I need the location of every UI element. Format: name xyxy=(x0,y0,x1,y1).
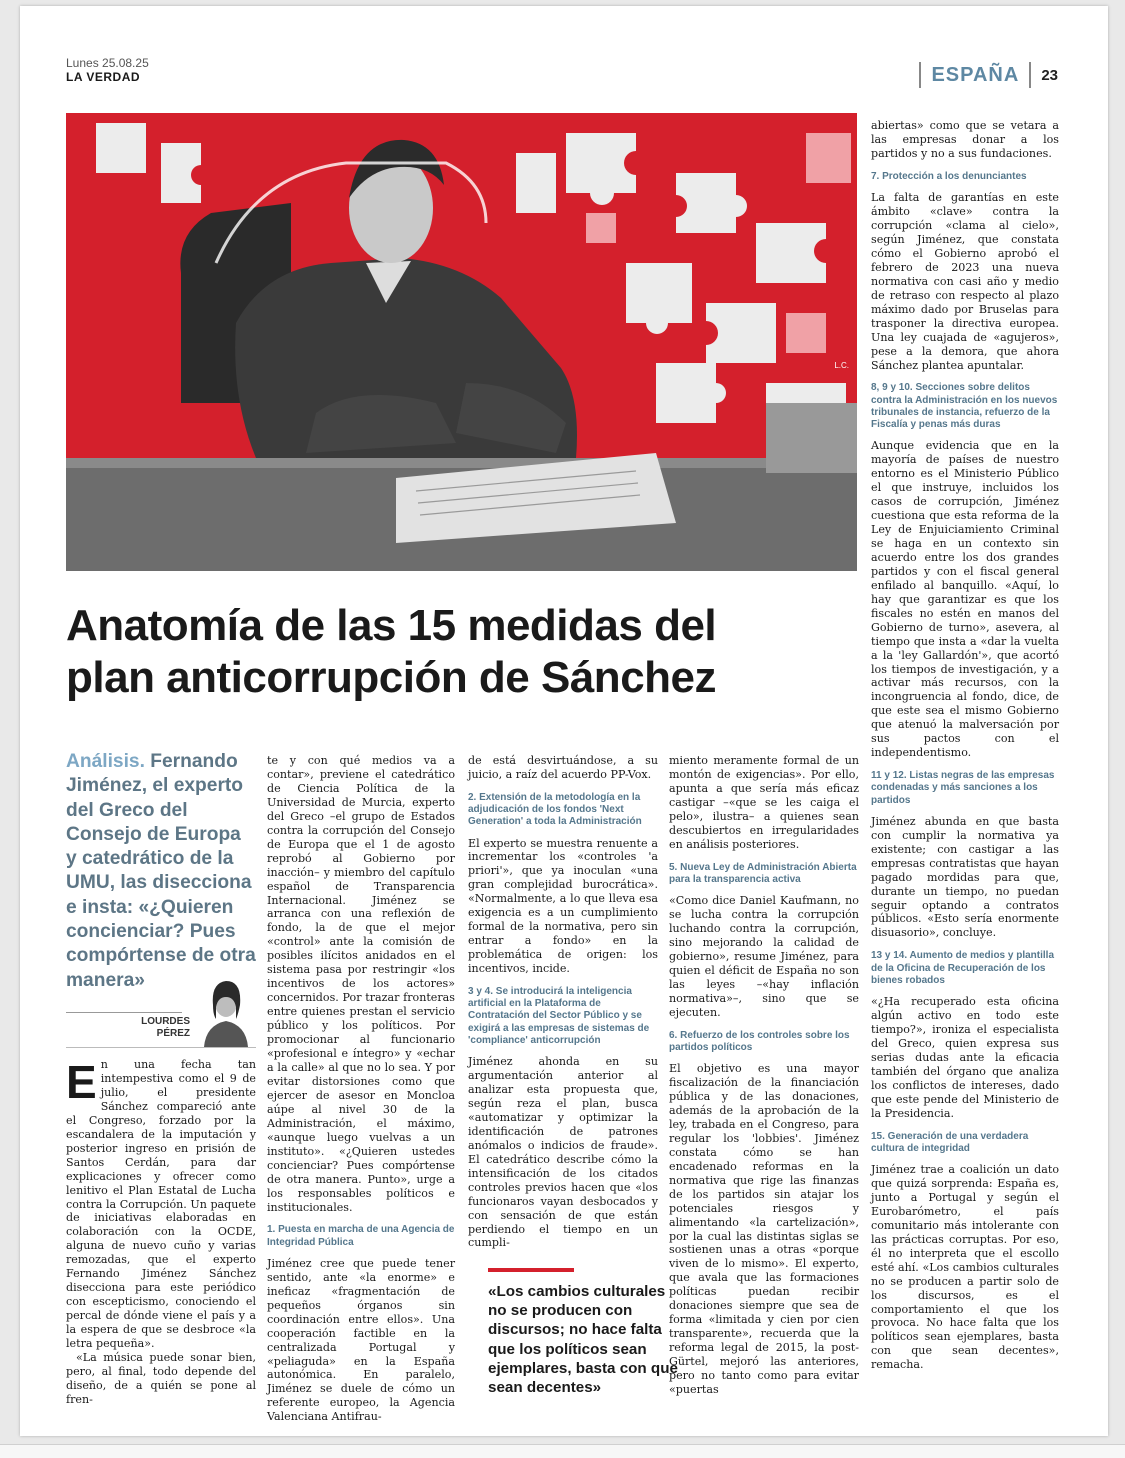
paragraph: n una fecha tan intempestiva como el 9 de julio, el presidente Sánchez compareció ante el Congreso, forzado por la escandalera de la imputación y posterior ingreso en prisión de Santos Cerdán, para dar explicaciones y ofrecer como lenitivo el Plan Estatal de Lucha contra la Corrupción. Un paquete de iniciativas elaboradas en colaboración con la OCDE, alguna de nuevo cuño y varias remozadas, que el experto Fernando Jiménez Sánchez disecciona para este periódico con escepticismo, conociendo el percal de dónde viene el país y a la espera de que se desbroce «la letra pequeña». xyxy=(66,1058,256,1351)
paragraph: Jiménez abunda en que basta con cumplir la normativa ya existente; con castigar a las empresas contratistas que hayan pagado mordidas para que, durante un tiempo, no puedan seguir optando a contratos públicos. «Esto sería enormente disuasorio», concluye. xyxy=(871,814,1059,940)
subheading-measure-1: 1. Puesta en marcha de una Agencia de Integridad Pública xyxy=(267,1224,455,1248)
kicker-text: Fernando Jiménez, el experto del Greco del Consejo de Europa y catedrático de la UMU, las disecciona e insta: «¿Quieren concienciar? Pues compórtense de otra manera» xyxy=(66,751,256,991)
headline-line-1: Anatomía de las 15 medidas del xyxy=(66,601,717,650)
article-column-5 xyxy=(871,119,1059,1372)
paragraph: de está desvirtuándose, a su juicio, a raíz del acuerdo PP-Vox. xyxy=(468,754,658,781)
lead-photo xyxy=(66,113,857,571)
section-divider xyxy=(1029,62,1031,88)
subheading-measures-11-12: 11 y 12. Listas negras de las empresas condenadas y más sanciones a los partidos xyxy=(871,770,1055,806)
photo-illustration xyxy=(66,113,857,571)
section-header xyxy=(919,62,1058,88)
paragraph: El experto se muestra renuente a incrementar los «controles 'a priori'», que ya inoculan «una gran complejidad burocrática». «Normalmente, a lo que lleva esa exigencia es a un cumplimiento formal de la normativa, pero sin entrar a fondo» en la problemática de origen: los incentivos, incide. xyxy=(468,836,658,976)
subheading-measure-15: 15. Generación de una verdadera cultura de integridad xyxy=(871,1130,1029,1154)
paragraph: Jiménez cree que puede tener sentido, ante «la enorme» e ineficaz «fragmentación de pequeños órganos sin coordinación entre ellos». Una cooperación factible en la centralizada Portugal y «peliaguda» en la España autonómica. En paralelo, Jiménez se duele de cómo un referente europeo, la Agencia Valenciana Antifrau- xyxy=(267,1256,455,1424)
newspaper-name: LA VERDAD xyxy=(66,70,141,84)
drop-cap: E xyxy=(66,1056,97,1108)
article-column-1 xyxy=(66,1058,256,1407)
section-divider xyxy=(919,62,921,88)
author-first: LOURDES xyxy=(141,1016,190,1027)
author-photo xyxy=(196,975,256,1047)
subheading-measures-8-10: 8, 9 y 10. Secciones sobre delitos contra la Administración en los nuevos tribunales de instancia, refuerzo de la Fiscalía y penas más duras xyxy=(871,382,1058,431)
paragraph: Jiménez ahonda en su argumentación anterior al analizar esta propuesta que, según reza el plan, busca «automatizar y optimizar la identificación de patrones anómalos o indicios de fraude». El catedrático describe cómo la intensificación de los citados controles previos hacen que «los funcionaros vayan desbocados y con sensación de que están perdiendo el tiempo en un cumpli- xyxy=(468,1055,658,1250)
author-name xyxy=(124,1016,190,1040)
photo-credit: L.C. xyxy=(834,361,849,370)
headline-line-2: plan anticorrupción de Sánchez xyxy=(66,653,717,702)
paragraph: La falta de garantías en este ámbito «clave» contra la corrupción «clama al cielo», según Jiménez, que constata cómo el Gobierno aprobó el febrero de 2023 una nueva normativa con casi año y medio de retraso con respecto al plazo máximo dado por Bruselas para trasponer la directiva europea. Una ley cuajada de «agujeros», pese a la demora, que ahora Sánchez plantea apuntalar. xyxy=(871,191,1059,372)
author-last: PÉREZ xyxy=(156,1028,190,1039)
byline-rule xyxy=(66,1012,182,1013)
newspaper-page xyxy=(20,6,1108,1436)
paragraph: Jiménez trae a coalición un dato que quizá sorprenda: España es, junto a Portugal y según el Eurobarómetro, el país comunitario más intolerante con las prácticas corruptas. Por eso, él no interpreta que el escollo esté ahí. «Los cambios culturales no se producen a partir solo de los discursos, es el comportamiento el que los provoca. No hace falta que los políticos sean ejemplares, basta con que sean decentes», remacha. xyxy=(871,1162,1059,1372)
pull-quote-rule xyxy=(488,1268,574,1272)
article-column-3 xyxy=(468,754,658,1250)
issue-date: Lunes 25.08.25 xyxy=(66,56,149,70)
article-column-4 xyxy=(669,754,859,1397)
kicker-label: Análisis. xyxy=(66,751,145,772)
paragraph: El objetivo es una mayor fiscalización de la financiación pública y de las donaciones, además de la aprobación de la ley, trabada en el Congreso, para regular los 'lobbies'. Jiménez constata cómo se han encadenado reformas en la normativa que rige las finanzas de los partidos sin atajar los potenciales riesgos y alimentando «la cartelización», por la cual las distintas siglas se sostienen unas a otras «porque viven de lo mismo». El experto, que avala que las formaciones políticas puedan recibir donaciones siempre que sea de forma «limitada y cien por cien transparente», recuerda que la reforma legal de 2015, la post-Gürtel, mejoró las anteriores, pero no tanto como para evitar «puertas xyxy=(669,1062,859,1396)
paragraph: «La música puede sonar bien, pero, al final, todo depende del diseño, de a quién se pone al fren- xyxy=(66,1351,256,1406)
subheading-measures-3-4: 3 y 4. Se introducirá la inteligencia artificial en la Plataforma de Contratación del Sector Público y se exigirá a las empresas de sistemas de 'compliance' anticorrupción xyxy=(468,986,650,1046)
paragraph: «Como dice Daniel Kaufmann, no se lucha contra la corrupción luchando contra la corrupción, sino mejorando la calidad de gobierno», resume Jiménez, para quien el déficit de España no son las leyes –«hay inflación normativa»–, sino que se ejecuten. xyxy=(669,894,859,1019)
pull-quote: «Los cambios culturales no se producen con discursos; no hace falta que los políticos sean ejemplares, basta con que sean decentes» xyxy=(488,1283,678,1397)
subheading-measures-13-14: 13 y 14. Aumento de medios y plantilla de la Oficina de Recuperación de los bienes robados xyxy=(871,950,1055,986)
article-column-2 xyxy=(267,754,455,1424)
subheading-measure-7: 7. Protección a los denunciantes xyxy=(871,170,1027,182)
paragraph: abiertas» como que se vetara a las empresas donar a los partidos y no a sus fundaciones. xyxy=(871,119,1059,160)
paragraph: Aunque evidencia que en la mayoría de países de nuestro entorno es el Ministerio Público el que instruye, incluidos los casos de corrupción, Jiménez cuestiona que esta reforma de la Ley de Enjuiciamiento Criminal se haga en un contexto sin acuerdo entre los dos grandes partidos y con el fiscal general enfilado al banquillo. «Aquí, lo hay que garantizar es que los fiscales no estén en manos del Gobierno de turno», asevera, al tiempo que insta a «dar la vuelta a la 'ley Gallardón'», que acortó los tiempos de investigación, y a activar más recursos, con la incongruencia al fondo, dice, de que este sea el mismo Gobierno que atenuó la malversación por sus pactos con el independentismo. xyxy=(871,439,1059,760)
paragraph: miento meramente formal de un montón de exigencias». Por ello, apunta a que sería más eficaz castigar –«que se les caiga el pelo», ilustra– a quienes sean descubiertos en irregularidades en análisis posteriores. xyxy=(669,754,859,851)
paragraph: te y con qué medios va a contar», previene el catedrático de Ciencia Política de la Universidad de Murcia, experto del Greco –el grupo de Estados contra la corrupción del Consejo de Europa que el 1 de agosto reprobó al Gobierno por inacción– y miembro del capítulo español de Transparencia Internacional. Jiménez se arranca con una reflexión de fondo, la de que el mejor «control» ante la comisión de posibles ilícitos anidados en el sistema pasa por restringir «los incentivos de los actores» concernidos. Por trazar fronteras entre quienes prestan el servicio público y los políticos. Por promocionar al funcionario «profesional e íntegro» y «echar a la calle» al que no lo sea. Y por evitar distorsiones como que ejercer de asesor en Moncloa aúpe al nivel 30 de la Administración, el máximo, «aunque luego vuelvas a un instituto». «¿Quieren ustedes concienciar? Pues compórtense de otra manera. Punto», urge a los responsables políticos e institucionales. xyxy=(267,754,455,1214)
subheading-measure-6: 6. Refuerzo de los controles sobre los partidos políticos xyxy=(669,1029,850,1053)
next-page-edge xyxy=(0,1444,1125,1458)
paragraph: «¿Ha recuperado esta oficina algún activo en todo este tiempo?», ironiza el especialista del Greco, quien expresa sus serias dudas ante la eficacia también del órgano que analiza los conflictos de intereses, dado que este pende del Ministerio de la Presidencia. xyxy=(871,994,1059,1120)
byline xyxy=(66,967,256,1048)
page-number: 23 xyxy=(1041,66,1058,84)
section-name: ESPAÑA xyxy=(931,63,1020,86)
subheading-measure-2: 2. Extensión de la metodología en la adjudicación de los fondos 'Next Generation' a toda la Administración xyxy=(468,791,642,828)
kicker xyxy=(66,750,256,993)
subheading-measure-5: 5. Nueva Ley de Administración Abierta para la transparencia activa xyxy=(669,861,857,885)
headline xyxy=(66,600,846,704)
